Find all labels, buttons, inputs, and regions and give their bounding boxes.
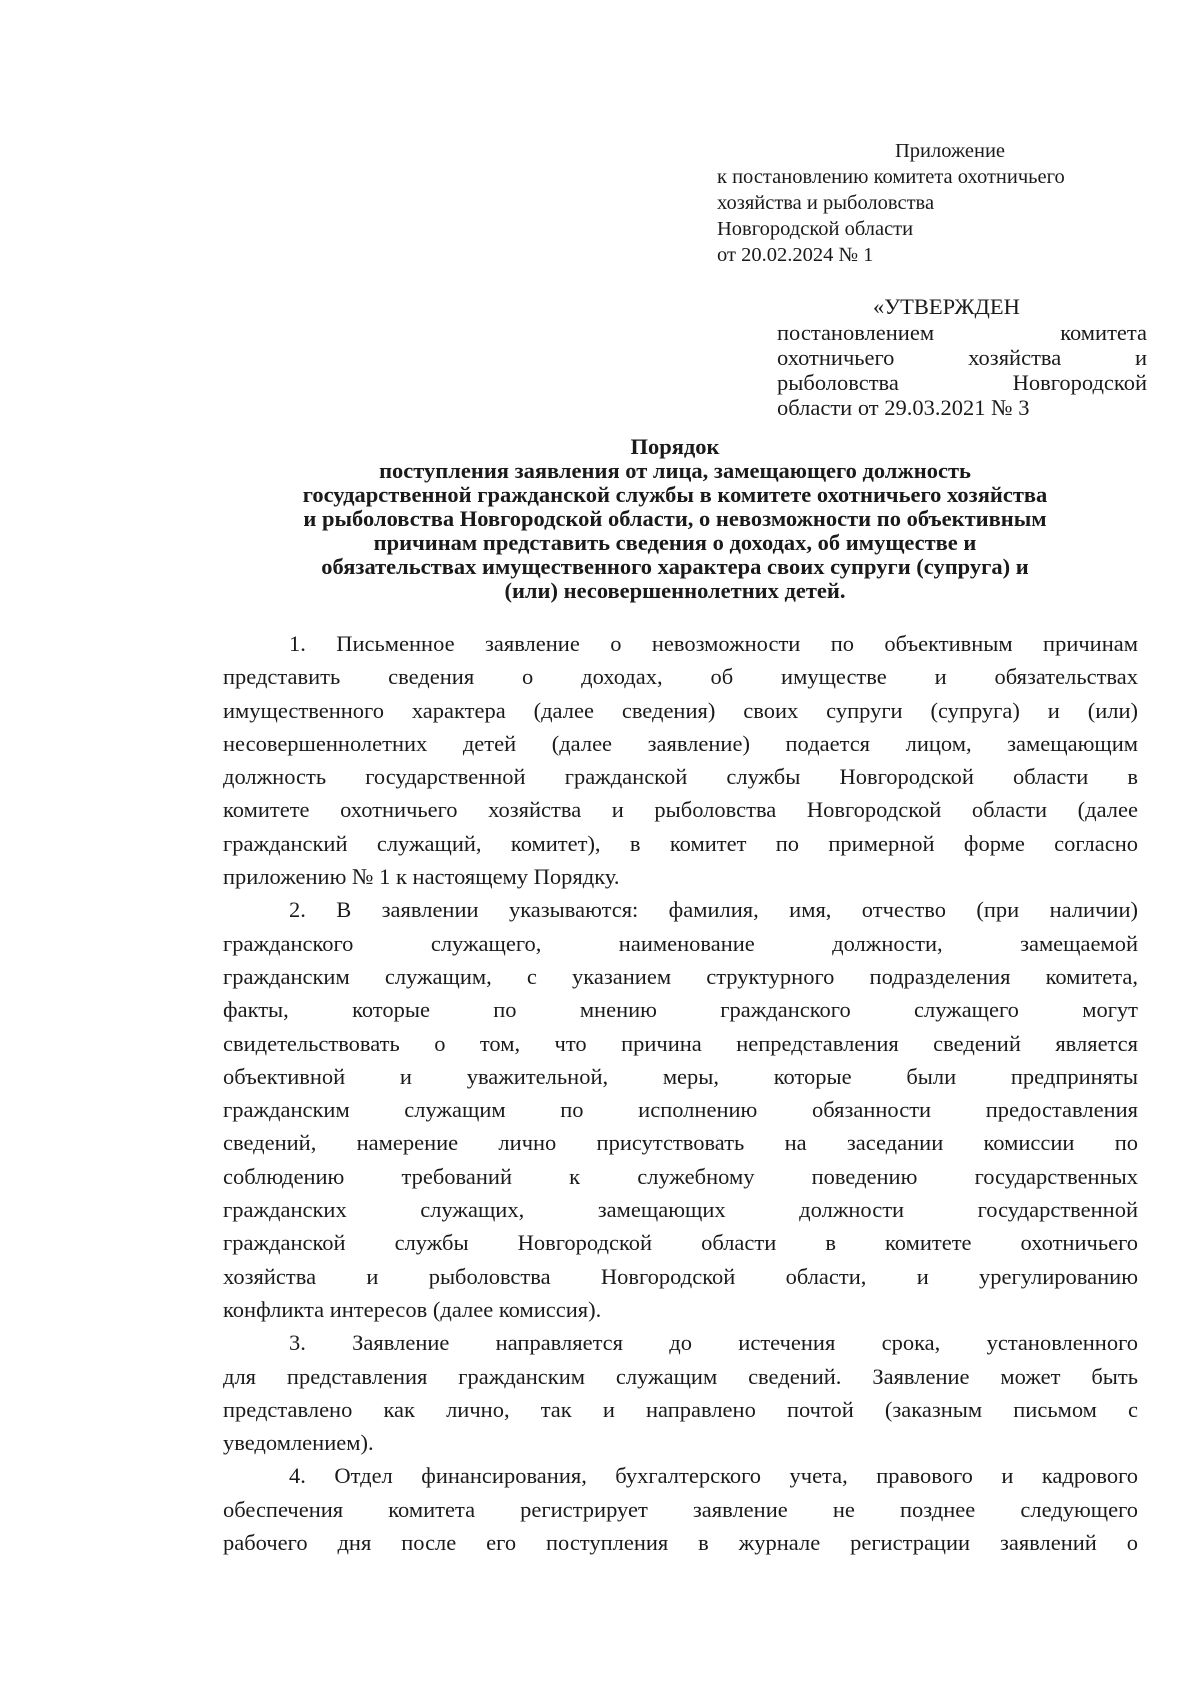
document-body <box>223 627 1138 1559</box>
document-heading <box>210 435 1140 603</box>
body-line: конфликта интересов (далее комиссия). <box>223 1296 602 1322</box>
body-line: гражданских служащих, замещающих должности государственной <box>223 1197 1138 1223</box>
appendix-line: Новгородской области <box>717 218 914 240</box>
heading-line: и рыболовства Новгородской области, о невозможности по объективным <box>303 506 1047 531</box>
approved-block <box>777 294 1147 420</box>
approved-line: постановлением комитета <box>777 320 1147 345</box>
body-line: гражданской службы Новгородской области в комитете охотничьего <box>223 1230 1138 1256</box>
body-line: гражданского служащего, наименование должности, замещаемой <box>223 930 1138 956</box>
body-line: гражданский служащий, комитет), в комитет по примерной форме согласно <box>223 830 1138 856</box>
body-line: объективной и уважительной, меры, которые были предприняты <box>223 1063 1138 1089</box>
body-line: факты, которые по мнению гражданского служащего могут <box>223 997 1138 1023</box>
approved-line: области от 29.03.2021 № 3 <box>777 395 1030 420</box>
heading-line: причинам представить сведения о доходах, об имуществе и <box>373 530 977 555</box>
approved-line: охотничьего хозяйства и <box>777 345 1147 370</box>
body-line: рабочего дня после его поступления в журнале регистрации заявлений о <box>223 1530 1138 1556</box>
body-line: 2. В заявлении указываются: фамилия, имя, отчество (при наличии) <box>289 897 1138 923</box>
body-line: соблюдению требований к служебному поведению государственных <box>223 1163 1138 1189</box>
appendix-line: хозяйства и рыболовства <box>717 192 935 214</box>
body-line: 4. Отдел финансирования, бухгалтерского учета, правового и кадрового <box>289 1463 1138 1489</box>
body-line: 1. Письменное заявление о невозможности по объективным причинам <box>289 631 1138 656</box>
appendix-line: от 20.02.2024 № 1 <box>717 244 874 266</box>
appendix-line: к постановлению комитета охотничьего <box>717 166 1065 188</box>
body-line: обеспечения комитета регистрирует заявление не позднее следующего <box>223 1496 1138 1522</box>
approved-line: рыболовства Новгородской <box>777 370 1147 395</box>
body-line: 3. Заявление направляется до истечения срока, установленного <box>289 1330 1138 1356</box>
body-line: должность государственной гражданской службы Новгородской области в <box>223 764 1138 790</box>
body-line: хозяйства и рыболовства Новгородской области, и урегулированию <box>223 1263 1138 1289</box>
approved-title: «УТВЕРЖДЕН <box>873 294 1020 319</box>
body-line: представлено как лично, так и направлено почтой (заказным письмом с <box>223 1396 1138 1422</box>
body-line: комитете охотничьего хозяйства и рыболовства Новгородской области (далее <box>223 797 1138 823</box>
body-line: представить сведения о доходах, об имуществе и обязательствах <box>223 664 1138 690</box>
body-line: приложению № 1 к настоящему Порядку. <box>223 864 620 890</box>
body-line: несовершеннолетних детей (далее заявление) подается лицом, замещающим <box>223 730 1138 756</box>
body-line: гражданским служащим, с указанием структурного подразделения комитета, <box>223 963 1138 989</box>
heading-title: Порядок <box>630 434 720 459</box>
heading-line: обязательствах имущественного характера своих супруги (супруга) и <box>321 554 1029 579</box>
heading-line: (или) несовершеннолетних детей. <box>504 578 846 603</box>
heading-line: государственной гражданской службы в комитете охотничьего хозяйства <box>302 482 1048 507</box>
body-line: уведомлением). <box>223 1430 374 1456</box>
heading-line: поступления заявления от лица, замещающего должность <box>379 458 971 483</box>
appendix-block <box>717 138 1137 268</box>
body-line: имущественного характера (далее сведения) своих супруги (супруга) и (или) <box>223 697 1138 723</box>
body-line: для представления гражданским служащим сведений. Заявление может быть <box>223 1363 1138 1389</box>
appendix-title: Приложение <box>895 140 1006 162</box>
body-line: свидетельствовать о том, что причина непредставления сведений является <box>223 1030 1138 1056</box>
body-line: сведений, намерение лично присутствовать на заседании комиссии по <box>223 1130 1138 1156</box>
body-line: гражданским служащим по исполнению обязанности предоставления <box>223 1097 1138 1123</box>
